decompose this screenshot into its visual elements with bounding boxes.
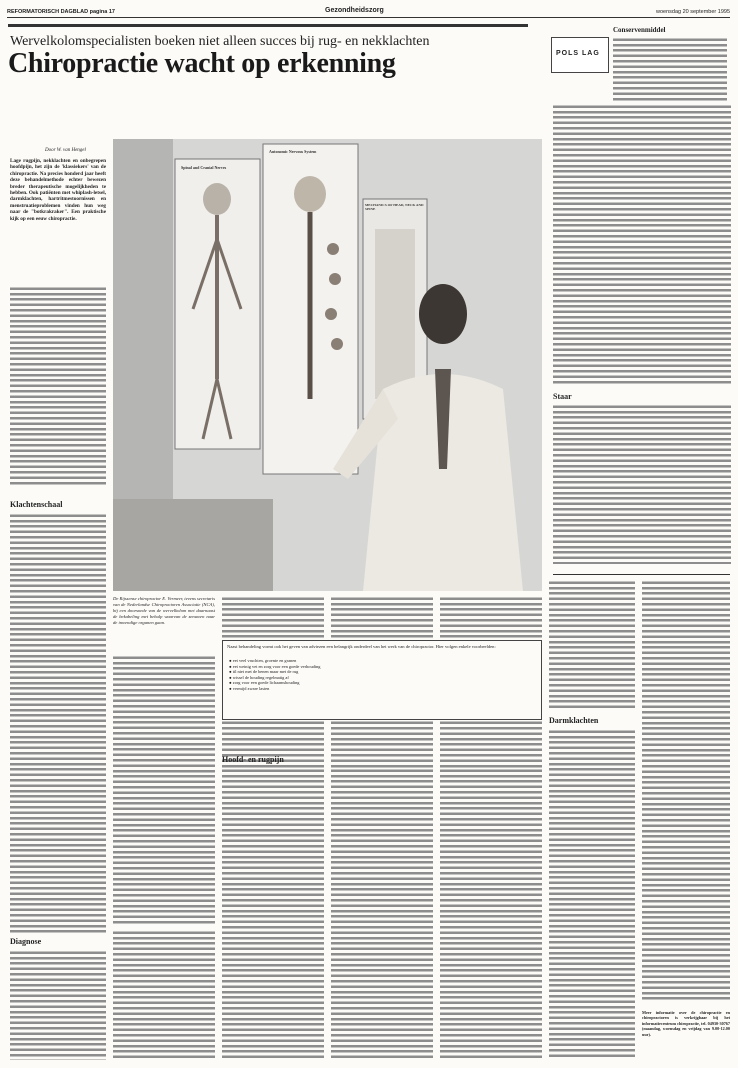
headline: Chiropractie wacht op erkenning (8, 48, 396, 79)
body-column-1c (10, 950, 106, 1060)
headline-bar (8, 24, 528, 27)
byline: Door W. van Hengel (45, 148, 86, 153)
sidebar-logo-text: POLS LAG (556, 50, 600, 57)
tips-box (222, 640, 542, 720)
body-column-2a (113, 655, 215, 925)
tips-list (229, 658, 529, 692)
photo-caption: De Rijssense chiropractor E. Vermeer, tevens secretaris van de Nederlandse Chiropractoren Associatie (NCA), bij een doorsnede van de wervelkolom met daarnaast de bekabeling met behulp waarvan de zenuwen naar de inwendige organen gaan. (113, 596, 215, 625)
poster-left-title: Spinal and Cranial Nerves (181, 165, 227, 170)
article-photo (113, 139, 542, 591)
body-column-3b (222, 768, 324, 1058)
sidebar-logo (551, 37, 609, 73)
newspaper-name: REFORMATORISCH DAGBLAD pagina 17 (7, 9, 115, 15)
tip-item: ● eet veel vruchten, groente en granen (229, 658, 297, 663)
body-column-6a (549, 580, 635, 710)
poster-center-title: Autonomic Nervous System (269, 149, 317, 154)
sidebar-rule (553, 574, 730, 575)
tip-item: ● vermijd zware lasten (229, 685, 270, 691)
body-column-4b (331, 768, 433, 1058)
photo-illustration (113, 139, 542, 591)
tip-item: ● eet weinig vet en zorg voor een goede verhouding (229, 663, 321, 669)
subhead-diagnose: Diagnose (10, 937, 42, 946)
body-column-2b (113, 930, 215, 1060)
tips-box-intro: Naast behandeling vormt ook het geven van adviezen een belangrijk onderdeel van het werk van de chiropractor. Hier volgen enkele voorbeelden: (227, 644, 496, 649)
sidebar-body-1 (553, 104, 731, 384)
article-intro: Lage rugpijn, nekklachten en onbegrepen hoofdpijn, het zijn de 'klassiekers' van de chiropractie. Na precies honderd jaar heeft deze behandelmethode echter bewezen breder therapeutische mogelijkheden te hebben. Ook patiënten met whiplash-letsel, darmklachten, hartritmestoornissen en menstruatieproblemen vinden hun weg naar de "botkrakraker". Een praktische kijk op een eeuw chiropractie. (10, 158, 106, 222)
sidebar-title: Conservenmiddel (613, 26, 666, 34)
sidebar-subhead-staar: Staar (553, 392, 572, 401)
section-name: Gezondheidszorg (325, 7, 384, 14)
tip-item: ● til niet met de benen maar met de rug (229, 669, 299, 675)
tip-item: ● wissel de houding regelmatig af (229, 674, 289, 680)
subhead-klachtenschaal: Klachtenschaal (10, 500, 63, 509)
tip-item: ● zorg voor een goede lichaamshouding (229, 680, 300, 686)
issue-date: woensdag 20 september 1995 (656, 9, 730, 15)
body-column-5b (440, 768, 542, 1058)
closing-info: Meer informatie over de chiropractie en chiropractoren is verkrijgbaar bij het informatiecentrum chiropractie, tel. 04930-30767 (maandag, woensdag en vrijdag van 9.00-12.00 uur). (642, 1010, 730, 1037)
body-column-7 (642, 580, 730, 1000)
header-rule (7, 17, 730, 18)
subhead-hoofd-en-rugpijn: Hoofd- en rugpijn (222, 755, 284, 764)
body-column-1b (10, 513, 106, 933)
subhead-darmklachten: Darmklachten (549, 716, 599, 725)
kicker: Wervelkolomspecialisten boeken niet alleen succes bij rug- en nekklachten (10, 34, 430, 49)
sidebar-intro-text (613, 37, 727, 103)
sidebar-body-2 (553, 404, 731, 564)
body-column-1a (10, 286, 106, 486)
poster-right-title: MECHANICS OF HEAD, NECK AND SPINE (365, 203, 424, 211)
body-column-6b (549, 729, 635, 1059)
